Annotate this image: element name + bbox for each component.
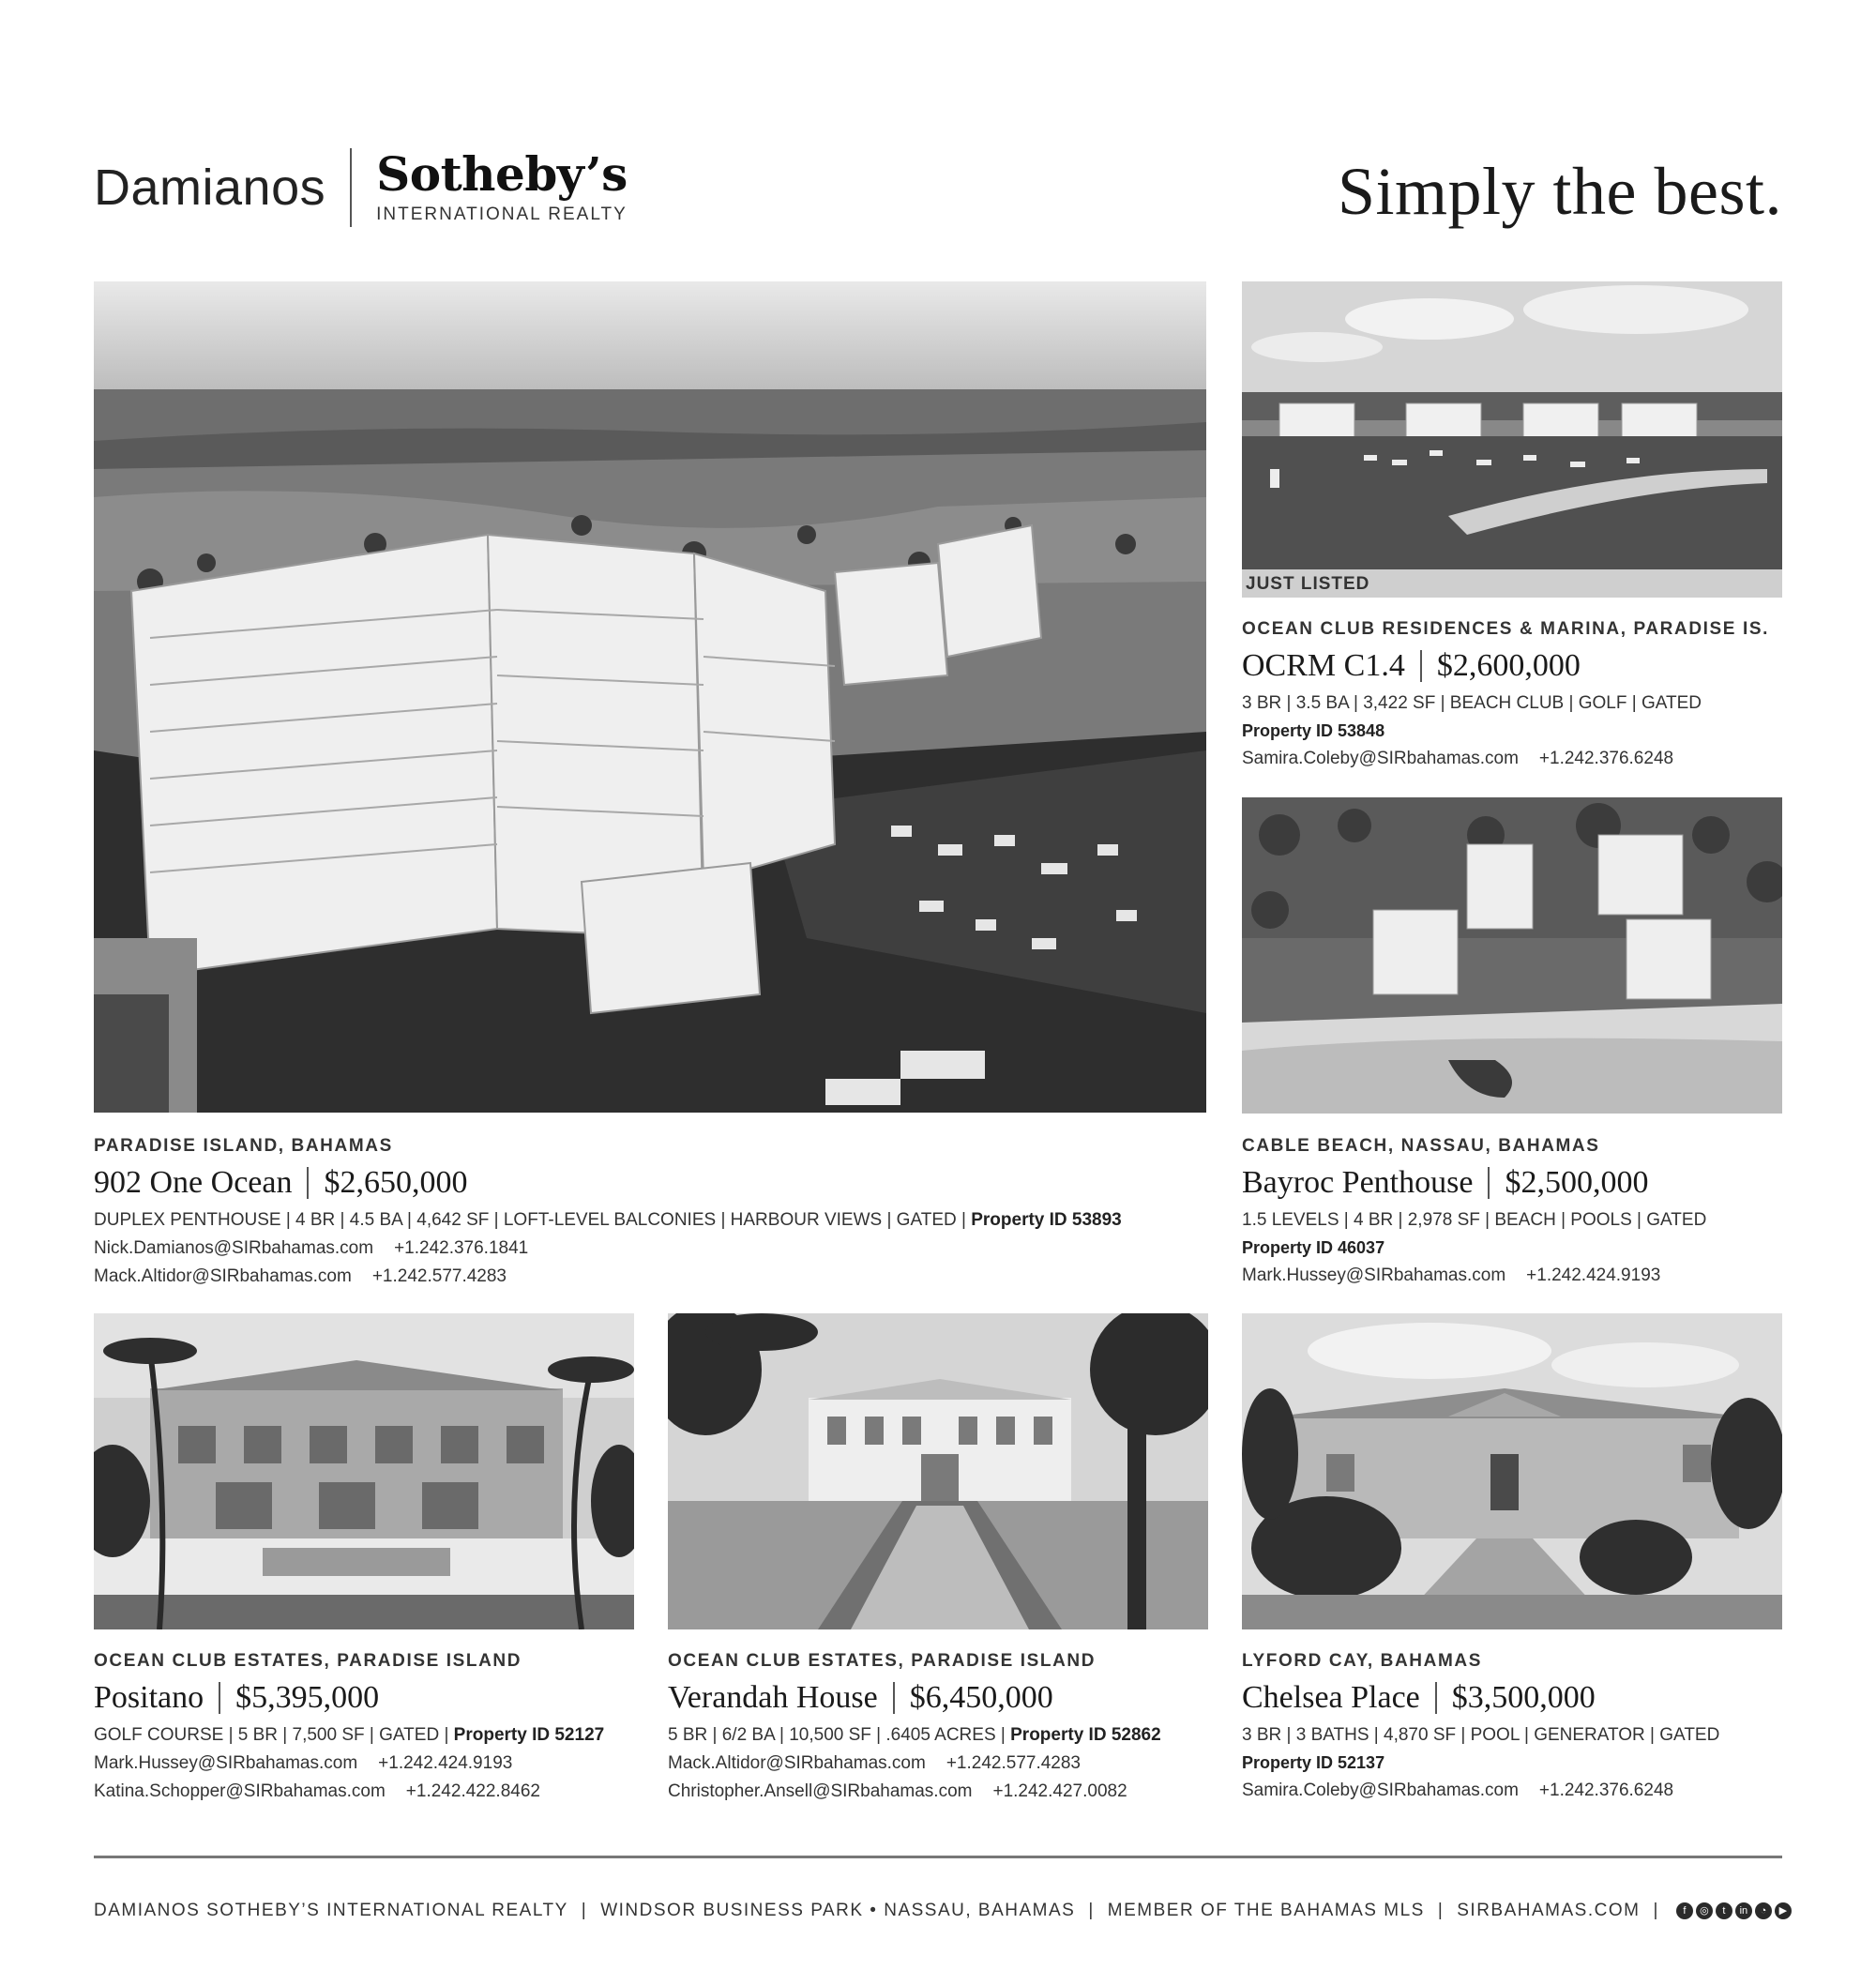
listing-specs: 1.5 LEVELS | 4 BR | 2,978 SF | BEACH | POOLS | GATED: [1242, 1210, 1707, 1230]
listing-spec-text: GOLF COURSE | 5 BR | 7,500 SF | GATED |: [94, 1725, 449, 1745]
listing-property-id: Property ID 46037: [1242, 1238, 1385, 1257]
listing-contact: [668, 1753, 1161, 1774]
contact-email[interactable]: Katina.Schopper@SIRbahamas.com: [94, 1781, 386, 1801]
contact-phone[interactable]: +1.242.427.0082: [992, 1781, 1127, 1801]
listing-title: [1242, 648, 1769, 684]
listing-location: OCEAN CLUB ESTATES, PARADISE ISLAND: [94, 1651, 522, 1671]
listing-contact: [94, 1266, 1122, 1287]
listing-price: $2,500,000: [1505, 1165, 1649, 1200]
title-divider: [893, 1682, 895, 1714]
listing-name: Bayroc Penthouse: [1242, 1165, 1474, 1200]
listing-name: Positano: [94, 1680, 204, 1715]
footer-website[interactable]: SIRBAHAMAS.COM: [1457, 1901, 1641, 1920]
title-divider: [1420, 650, 1422, 682]
listing-location: LYFORD CAY, BAHAMAS: [1242, 1651, 1482, 1671]
footer-separator: |: [581, 1901, 588, 1920]
listing-title: [94, 1680, 604, 1716]
listing-location: OCEAN CLUB RESIDENCES & MARINA, PARADISE IS.: [1242, 619, 1769, 639]
title-divider: [1488, 1167, 1490, 1199]
footer-separator: |: [1088, 1901, 1095, 1920]
listing-contact: [1242, 1265, 1706, 1286]
social-icons: [1676, 1902, 1794, 1919]
contact-email[interactable]: Samira.Coleby@SIRbahamas.com: [1242, 749, 1519, 768]
listing-positano: [94, 1651, 604, 1802]
listing-location: PARADISE ISLAND, BAHAMAS: [94, 1136, 393, 1156]
twitter-icon[interactable]: t: [1716, 1902, 1732, 1919]
listing-specs: 3 BR | 3 BATHS | 4,870 SF | POOL | GENERATOR | GATED: [1242, 1725, 1720, 1745]
brand-sothebys: Sotheby’s: [376, 146, 628, 202]
listing-contact: [94, 1781, 604, 1802]
listing-title: [1242, 1165, 1706, 1201]
contact-phone[interactable]: +1.242.422.8462: [405, 1781, 540, 1801]
contact-email[interactable]: Mark.Hussey@SIRbahamas.com: [94, 1753, 358, 1773]
listing-title: [1242, 1680, 1719, 1716]
linkedin-icon[interactable]: in: [1735, 1902, 1752, 1919]
listing-name: OCRM C1.4: [1242, 648, 1405, 683]
instagram-icon[interactable]: ◎: [1696, 1902, 1713, 1919]
contact-email[interactable]: Mack.Altidor@SIRbahamas.com: [94, 1266, 352, 1286]
listing-property-id: Property ID 53848: [1242, 721, 1385, 740]
contact-email[interactable]: Nick.Damianos@SIRbahamas.com: [94, 1238, 374, 1258]
photo-positano: [94, 1313, 634, 1629]
listing-price: $6,450,000: [909, 1680, 1053, 1715]
photo-one-ocean: [94, 281, 1206, 1113]
listing-verandah: [668, 1651, 1161, 1802]
brand-logo: [94, 145, 628, 230]
listing-contact: [668, 1781, 1161, 1802]
contact-phone[interactable]: +1.242.577.4283: [946, 1753, 1081, 1773]
listing-bayroc: [1242, 1136, 1706, 1286]
listing-specs: 3 BR | 3.5 BA | 3,422 SF | BEACH CLUB | GOLF | GATED: [1242, 693, 1702, 713]
listing-price: $3,500,000: [1451, 1680, 1596, 1715]
contact-email[interactable]: Christopher.Ansell@SIRbahamas.com: [668, 1781, 973, 1801]
footer-address: WINDSOR BUSINESS PARK • NASSAU, BAHAMAS: [600, 1901, 1076, 1920]
contact-phone[interactable]: +1.242.424.9193: [1526, 1265, 1661, 1285]
title-divider: [219, 1682, 220, 1714]
listing-price: $2,650,000: [324, 1165, 468, 1200]
contact-phone[interactable]: +1.242.376.1841: [394, 1238, 529, 1258]
listing-location: CABLE BEACH, NASSAU, BAHAMAS: [1242, 1136, 1600, 1156]
rss-icon[interactable]: ◔: [1755, 1902, 1772, 1919]
footer-rule: [94, 1856, 1782, 1858]
photo-verandah: [668, 1313, 1208, 1629]
listing-contact: [94, 1753, 604, 1774]
youtube-icon[interactable]: ▶: [1775, 1902, 1792, 1919]
title-divider: [307, 1167, 309, 1199]
listing-name: 902 One Ocean: [94, 1165, 293, 1200]
listing-property-id: Property ID 52127: [453, 1725, 605, 1745]
brand-intl: INTERNATIONAL REALTY: [376, 205, 628, 224]
listing-contact: [94, 1238, 1122, 1259]
listing-specs: [668, 1725, 1161, 1746]
contact-email[interactable]: Mack.Altidor@SIRbahamas.com: [668, 1753, 926, 1773]
listing-property-id: Property ID 52862: [1010, 1725, 1161, 1745]
facebook-icon[interactable]: f: [1676, 1902, 1693, 1919]
title-divider: [1435, 1682, 1437, 1714]
listing-title: [94, 1165, 1122, 1201]
footer-mls: MEMBER OF THE BAHAMAS MLS: [1107, 1901, 1425, 1920]
listing-price: $5,395,000: [235, 1680, 380, 1715]
footer-separator: |: [1653, 1901, 1659, 1920]
listing-price: $2,600,000: [1436, 648, 1581, 683]
contact-email[interactable]: Mark.Hussey@SIRbahamas.com: [1242, 1265, 1506, 1285]
listing-location: OCEAN CLUB ESTATES, PARADISE ISLAND: [668, 1651, 1097, 1671]
listing-property-id: Property ID 53893: [971, 1210, 1122, 1230]
contact-email[interactable]: Samira.Coleby@SIRbahamas.com: [1242, 1781, 1519, 1800]
listing-contact: [1242, 749, 1769, 769]
listing-spec-text: 5 BR | 6/2 BA | 10,500 SF | .6405 ACRES |: [668, 1725, 1006, 1745]
photo-ocrm: [1242, 281, 1782, 598]
brand-divider: [350, 148, 352, 227]
listing-name: Verandah House: [668, 1680, 878, 1715]
listing-name: Chelsea Place: [1242, 1680, 1420, 1715]
footer: [94, 1901, 1794, 1921]
listing-spec-text: DUPLEX PENTHOUSE | 4 BR | 4.5 BA | 4,642 SF | LOFT-LEVEL BALCONIES | HARBOUR VIEWS | GATED |: [94, 1210, 966, 1230]
photo-chelsea: [1242, 1313, 1782, 1629]
listing-one-ocean: [94, 1136, 1122, 1287]
tagline: Simply the best.: [1338, 154, 1782, 229]
contact-phone[interactable]: +1.242.577.4283: [371, 1266, 507, 1286]
listing-specs: [94, 1210, 1122, 1231]
contact-phone[interactable]: +1.242.376.6248: [1538, 1781, 1674, 1800]
listing-title: [668, 1680, 1161, 1716]
contact-phone[interactable]: +1.242.376.6248: [1538, 749, 1674, 768]
footer-company: DAMIANOS SOTHEBY’S INTERNATIONAL REALTY: [94, 1901, 568, 1920]
listing-specs: [94, 1725, 604, 1746]
listing-contact: [1242, 1781, 1719, 1801]
listing-chelsea: [1242, 1651, 1719, 1801]
just-listed-ribbon: JUST LISTED: [1242, 569, 1782, 598]
listing-ocrm: [1242, 619, 1769, 769]
footer-separator: |: [1437, 1901, 1445, 1920]
contact-phone[interactable]: +1.242.424.9193: [378, 1753, 513, 1773]
listing-property-id: Property ID 52137: [1242, 1753, 1385, 1772]
brand-damianos: Damianos: [94, 159, 326, 216]
photo-bayroc: [1242, 797, 1782, 1114]
